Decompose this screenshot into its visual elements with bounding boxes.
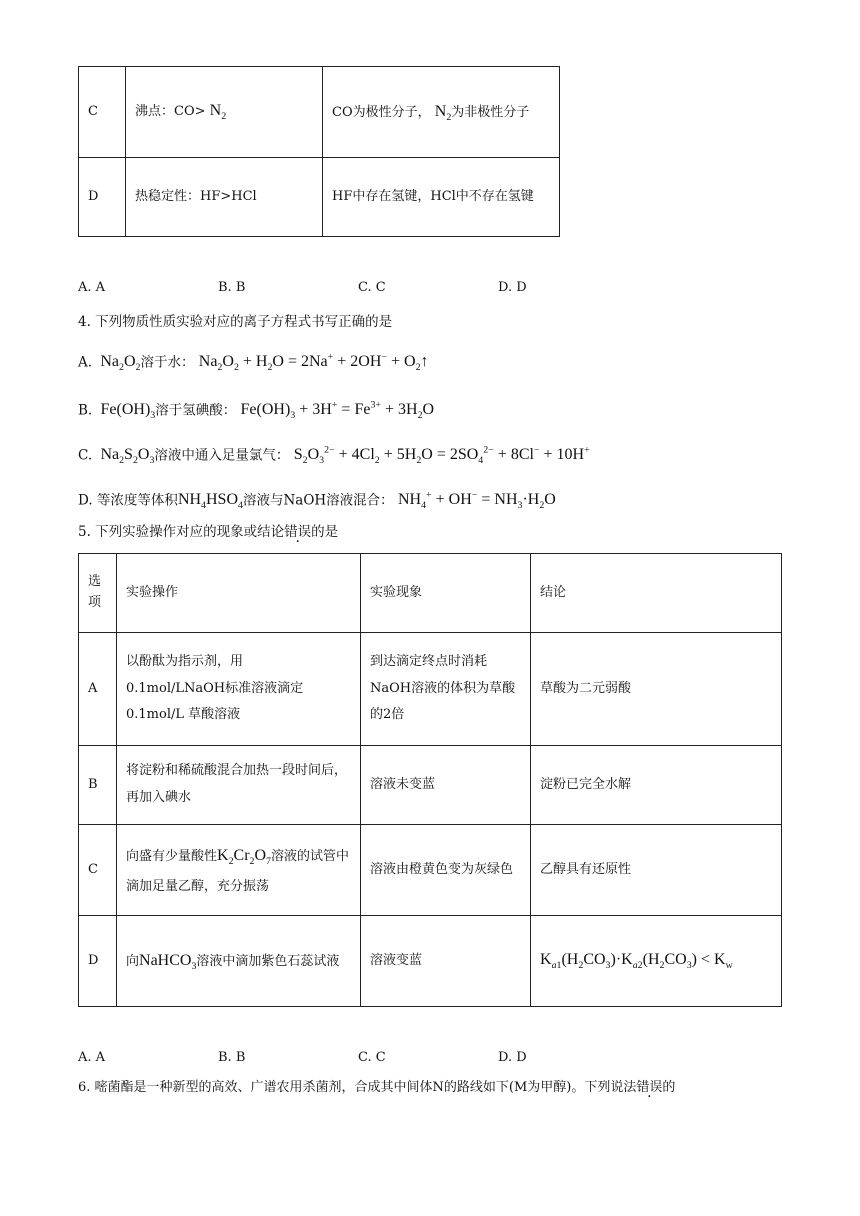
phenomenon-cell: 溶液未变蓝 [361,746,531,825]
top-table [78,66,560,237]
option-cell: C [79,67,126,158]
table-header-row [79,554,782,633]
question-6-stem: 6. 嘧菌酯是一种新型的高效、广谱农用杀菌剂，合成其中间体N的路线如下(M为甲醇)。下列说法错误的 [78,1080,676,1095]
option-label: D. [78,492,93,509]
property-cell: 沸点：$CO> N_2$ [126,67,323,158]
choice-b[interactable]: B. B [218,1050,246,1065]
operation-cell: 向NaHCO$_3$溶液中滴加紫色石蕊试液 [117,916,361,1007]
answer-choices [78,280,638,295]
conclusion-cell: 草酸为二元弱酸 [531,633,782,746]
option-cell: A [79,633,117,746]
header-conclusion: 结论 [531,554,782,633]
operation-cell: 向盛有少量酸性$K_2Cr_2O_7$溶液的试管中滴加足量乙醇，充分振荡 [117,825,361,916]
conclusion-cell: 乙醇具有还原性 [531,825,782,916]
phenomenon-cell: 溶液变蓝 [361,916,531,1007]
answer-choices [78,1050,638,1065]
table-row [79,67,560,158]
table-row [79,633,782,746]
q4-option-c[interactable]: C. $Na_2S_2O_3$溶液中通入足量氯气： $S_2O_3^{2-} + 4Cl_2 + 5H_2O = 2SO_4^{2-} + 8Cl^- + 10H^+$ [78,445,590,467]
table-row [79,825,782,916]
option-label: C. [78,447,93,464]
choice-a[interactable]: A. A [78,1050,106,1065]
header-operation: 实验操作 [117,554,361,633]
operation-cell: 以酚酞为指示剂，用 0.1mol/LNaOH标准溶液滴定 0.1mol/L 草酸溶液 [117,633,361,746]
choice-a[interactable]: A. A [78,280,106,295]
operation-cell: 将淀粉和稀硫酸混合加热一段时间后，再加入碘水 [117,746,361,825]
option-label: A. [78,354,93,371]
reason-cell: CO为极性分子， $N_2$为非极性分子 [323,67,560,158]
question-4-stem: 4. 下列物质性质实验对应的离子方程式书写正确的是 [78,314,393,330]
header-option: 选 项 [79,554,117,633]
table-row [79,746,782,825]
table-row [79,158,560,237]
choice-d[interactable]: D. D [498,280,527,295]
question-5-stem: 5. 下列实验操作对应的现象或结论错误的是 [78,524,339,540]
property-cell: 热稳定性：HF>HCl [126,158,323,237]
choice-c[interactable]: C. C [358,280,386,295]
q4-option-a[interactable]: A. $Na_2O_2$溶于水： $Na_2O_2 + H_2O = 2Na^+ + 2OH^-$ + $O_2↑$ [78,352,429,374]
option-cell: D [79,916,117,1007]
table-row [79,916,782,1007]
choice-d[interactable]: D. D [498,1050,527,1065]
option-label: B. [78,402,93,419]
choice-c[interactable]: C. C [358,1050,386,1065]
phenomenon-cell: 溶液由橙黄色变为灰绿色 [361,825,531,916]
conclusion-cell: $K_{a1}(H_2CO_3)\cdot K_{a2}(H_2CO_3) < K_w$ [531,916,782,1007]
q4-option-b[interactable]: B. $Fe(OH)_3$溶于氢碘酸： $Fe(OH)_3 + 3H^+ = Fe^{3+} + 3H_2O$ [78,400,435,422]
experiment-table [78,553,782,1007]
q4-option-d[interactable]: D. 等浓度等体积$NH_4HSO_4$溶液与NaOH溶液混合： $NH_4^+ + OH^- = NH_3\cdot H_2O$ [78,490,556,512]
option-cell: D [79,158,126,237]
conclusion-cell: 淀粉已完全水解 [531,746,782,825]
header-phenomenon: 实验现象 [361,554,531,633]
option-cell: B [79,746,117,825]
phenomenon-cell: 到达滴定终点时消耗NaOH溶液的体积为草酸的2倍 [361,633,531,746]
reason-cell: HF中存在氢键，HCl中不存在氢键 [323,158,560,237]
option-cell: C [79,825,117,916]
choice-b[interactable]: B. B [218,280,246,295]
